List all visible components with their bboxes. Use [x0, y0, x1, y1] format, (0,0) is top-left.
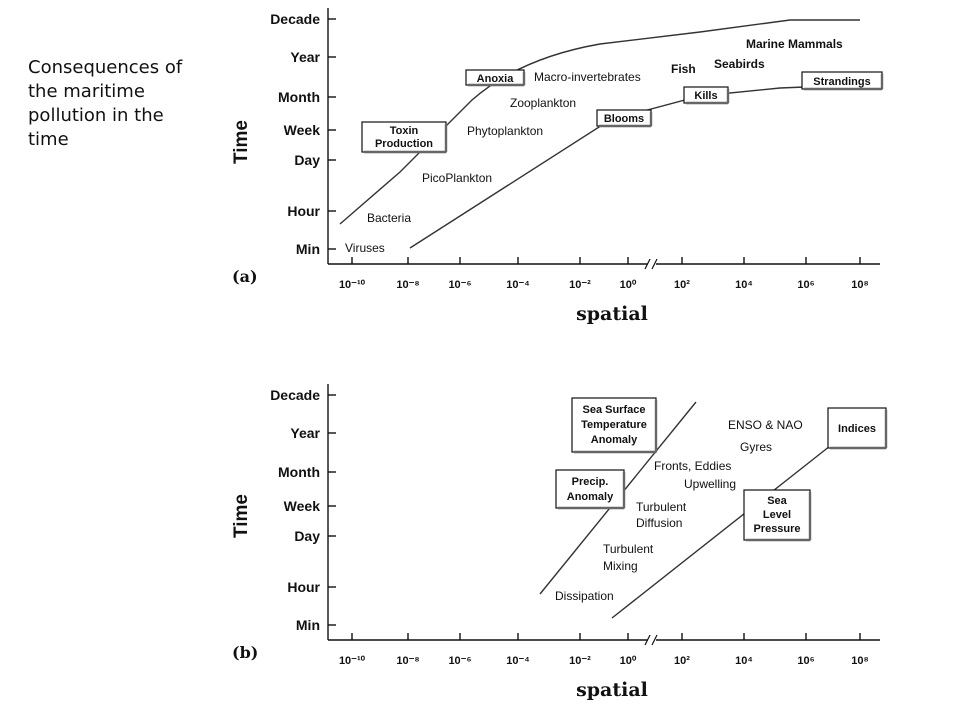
label-marine-mammals: Marine Mammals	[746, 37, 843, 51]
panel-a-y-tick-label: Hour	[287, 203, 320, 219]
label-viruses: Viruses	[345, 241, 385, 255]
panel-a-x-tick-label: 10⁻⁶	[448, 279, 472, 291]
caption-line-4: time	[28, 129, 69, 150]
panel-a-x-tick-label: 10⁰	[619, 279, 637, 291]
panel-b-x-tick-label: 10⁻²	[569, 655, 591, 667]
box-kills-label: Kills	[694, 90, 718, 102]
panel-b-y-tick-label: Day	[294, 528, 320, 544]
box-sst-line-2: Temperature	[581, 419, 647, 431]
box-toxin-production	[362, 122, 446, 152]
label-macro-invertebrates: Macro-invertebrates	[534, 70, 641, 84]
panel-a-x-tick-label: 10⁸	[851, 279, 869, 291]
box-sst-line-3: Anomaly	[590, 434, 638, 446]
panel-b-x-tick-label: 10⁸	[851, 655, 869, 667]
box-toxin-line-1: Toxin	[389, 125, 419, 137]
panel-b-x-tick-label: 10²	[674, 655, 690, 667]
box-slp-line-2: Level	[762, 509, 792, 521]
panel-b-y-tick-label: Month	[278, 464, 320, 480]
panel-a-x-tick-label: 10⁻²	[569, 279, 591, 291]
panel-a-x-tick-label: 10⁻⁸	[396, 279, 420, 291]
box-blooms-label: Blooms	[603, 113, 645, 125]
panel-b-x-tick-label: 10⁻⁶	[448, 655, 472, 667]
panel-a-y-tick-label: Month	[278, 89, 320, 105]
label-fronts-eddies: Fronts, Eddies	[654, 459, 732, 473]
caption-line-1: Consequences of	[28, 57, 183, 78]
label-dissipation: Dissipation	[555, 589, 614, 603]
panel-a-y-tick-label: Min	[295, 241, 320, 257]
panel-a-y-axis-title: Time	[231, 119, 252, 165]
label-enso-nao: ENSO & NAO	[728, 418, 803, 432]
box-indices	[828, 408, 886, 448]
box-indices-label: Indices	[838, 423, 876, 435]
panel-a-x-tick-label: 10²	[674, 279, 690, 291]
panel-b-y-tick-label: Hour	[287, 579, 320, 595]
panel-b-tag: (b)	[232, 643, 259, 662]
panel-b-y-tick-label: Year	[290, 425, 320, 441]
panel-a-lower-curve	[410, 84, 880, 248]
panel-a-y-tick-label: Year	[290, 49, 320, 65]
box-strandings-label: Strandings	[813, 76, 871, 88]
label-gyres: Gyres	[740, 440, 773, 454]
label-picoplankton: PicoPlankton	[422, 171, 493, 185]
box-sst-line-1: Sea Surface	[582, 404, 646, 416]
panel-b-y-tick-label: Decade	[270, 387, 320, 403]
panel-b-y-tick-label: Week	[283, 498, 320, 514]
box-toxin-line-2: Production	[374, 138, 434, 150]
label-turbulent-mixing-2: Mixing	[603, 559, 638, 573]
panel-b-x-tick-label: 10⁰	[619, 655, 637, 667]
panel-b-x-tick-label: 10⁴	[735, 655, 753, 667]
panel-b-x-tick-label: 10⁻⁸	[396, 655, 420, 667]
label-seabirds: Seabirds	[714, 57, 765, 71]
panel-a-x-tick-label: 10⁻⁴	[506, 279, 530, 291]
label-phytoplankton: Phytoplankton	[467, 124, 544, 138]
panel-a-x-tick-label: 10⁻¹⁰	[338, 279, 366, 291]
box-precip-line-2: Anomaly	[566, 491, 614, 503]
label-zooplankton: Zooplankton	[510, 96, 577, 110]
caption-line-2: the maritime	[28, 81, 145, 102]
panel-b-y-axis-title: Time	[231, 493, 252, 539]
panel-b-x-axis-title: spatial	[576, 679, 648, 701]
box-strandings	[802, 72, 882, 89]
panel-a-y-tick-label: Day	[294, 152, 320, 168]
box-sea-level-pressure	[744, 490, 810, 540]
label-bacteria: Bacteria	[367, 211, 412, 225]
box-precip-line-1: Precip.	[571, 476, 609, 488]
panel-a-y-tick-label: Week	[283, 122, 320, 138]
caption-line-3: pollution in the	[28, 105, 164, 126]
panel-a-y-tick-label: Decade	[270, 11, 320, 27]
box-blooms	[597, 110, 651, 126]
box-sea-surface-temperature-anomaly	[572, 398, 656, 452]
box-anoxia-label: Anoxia	[476, 73, 514, 85]
panel-a-x-tick-label: 10⁴	[735, 279, 753, 291]
label-turbulent-diffusion-2: Diffusion	[636, 516, 683, 530]
box-anoxia	[466, 70, 524, 85]
panel-b-x-tick-label: 10⁻¹⁰	[338, 655, 366, 667]
box-precip-anomaly	[556, 470, 624, 508]
panel-a	[231, 8, 882, 325]
panel-b-x-tick-label: 10⁻⁴	[506, 655, 530, 667]
panel-b-y-tick-label: Min	[295, 617, 320, 633]
panel-a-x-tick-label: 10⁶	[797, 279, 815, 291]
label-turbulent-mixing-1: Turbulent	[603, 542, 654, 556]
label-upwelling: Upwelling	[684, 477, 737, 491]
panel-b	[231, 384, 886, 701]
box-slp-line-1: Sea	[767, 495, 787, 507]
panel-b-x-tick-label: 10⁶	[797, 655, 815, 667]
panel-a-x-axis-title: spatial	[576, 303, 648, 325]
box-kills	[684, 87, 728, 103]
box-slp-line-3: Pressure	[753, 523, 801, 535]
label-turbulent-diffusion-1: Turbulent	[636, 500, 687, 514]
panel-a-tag: (a)	[232, 267, 258, 286]
label-fish: Fish	[671, 62, 696, 76]
